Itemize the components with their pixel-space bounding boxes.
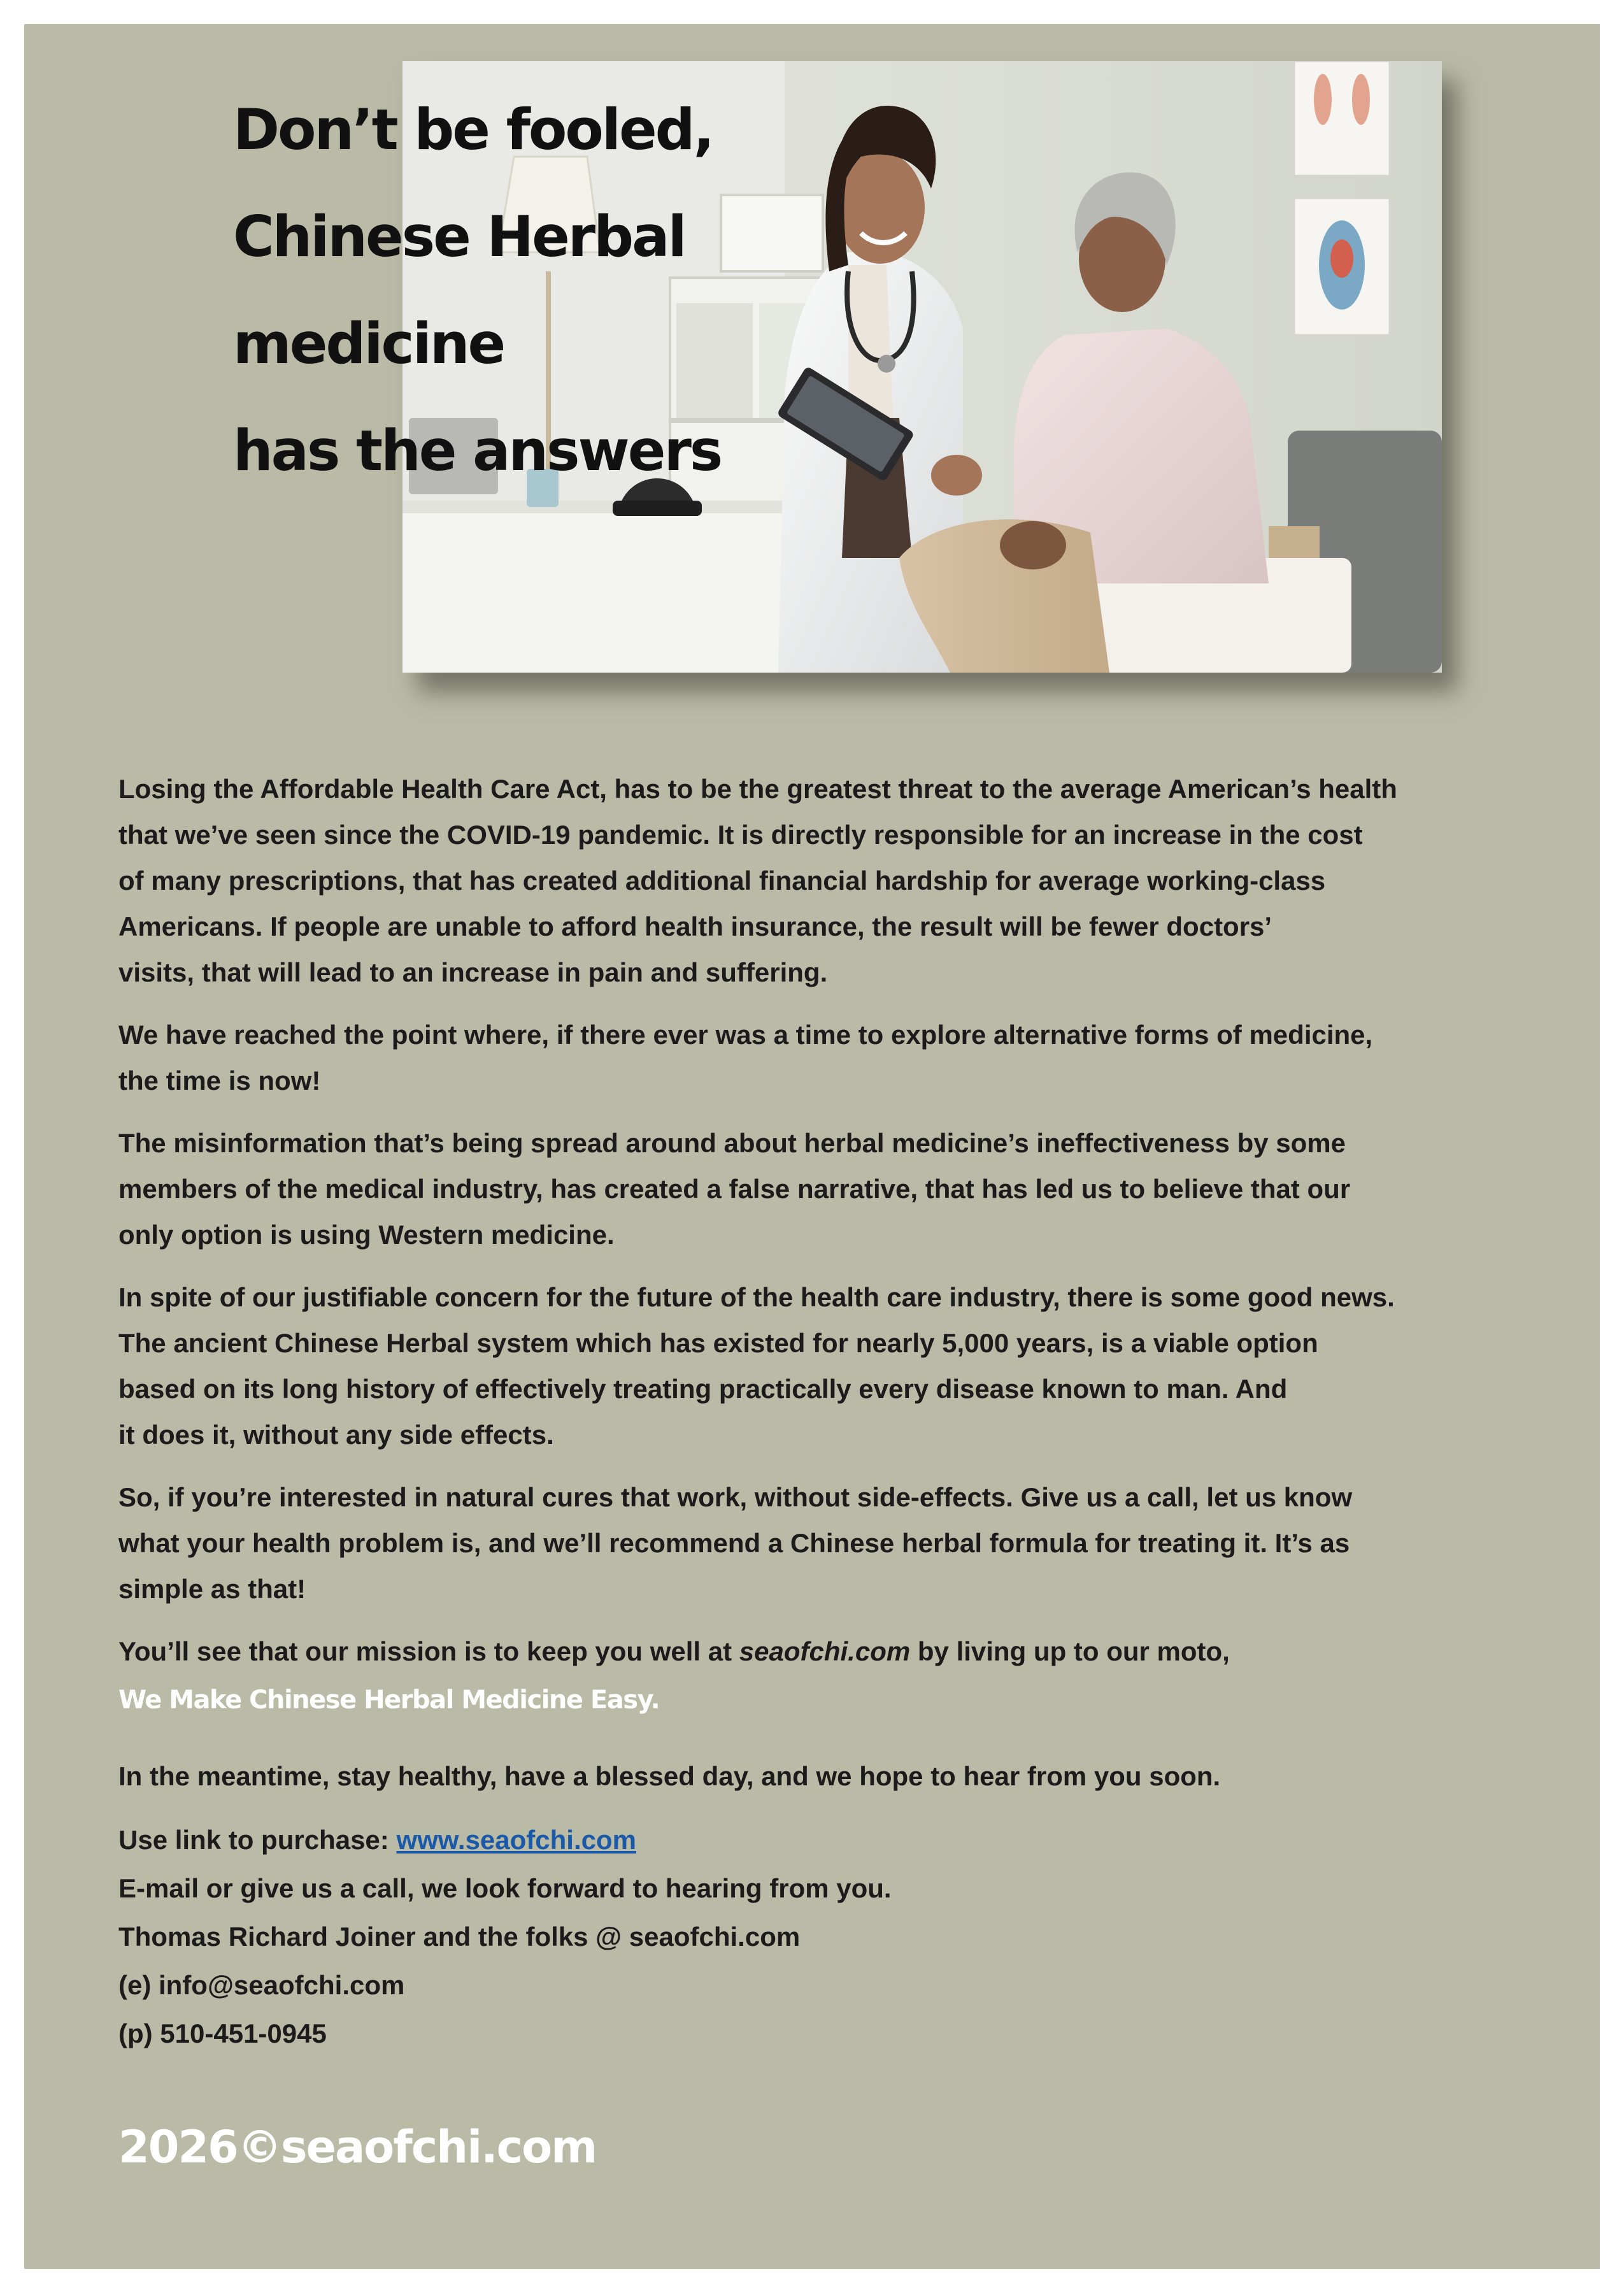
- contact-invite: E-mail or give us a call, we look forward to hearing from you.: [118, 1873, 892, 1903]
- paragraph-1-line: Americans. If people are unable to afford health insurance, the result will be fewer doctors’: [118, 911, 1272, 941]
- paragraph-2: [118, 1012, 1494, 1104]
- paragraph-5-line: what your health problem is, and we’ll recommend a Chinese herbal formula for treating it. It’s as: [118, 1528, 1350, 1558]
- paragraph-1: [118, 766, 1494, 996]
- paragraph-1-line: visits, that will lead to an increase in pain and suffering.: [118, 957, 828, 987]
- motto: We Make Chinese Herbal Medicine Easy.: [118, 1685, 660, 1715]
- paragraph-2-line: We have reached the point where, if there ever was a time to explore alternative forms of medicine,: [118, 1020, 1373, 1050]
- paragraph-2-line: the time is now!: [118, 1066, 321, 1096]
- mission-text-before: You’ll see that our mission is to keep you well at: [118, 1636, 739, 1666]
- paragraph-3-line: The misinformation that’s being spread around about herbal medicine’s ineffectiveness by some: [118, 1128, 1346, 1158]
- contact-signature: Thomas Richard Joiner and the folks @ seaofchi.com: [118, 1922, 801, 1952]
- paragraph-6-line: [118, 1629, 1494, 1675]
- paragraph-4-line: it does it, without any side effects.: [118, 1420, 554, 1450]
- paragraph-1-line: of many prescriptions, that has created additional financial hardship for average working-class: [118, 866, 1326, 896]
- headline-line-4: has the answers: [233, 418, 722, 483]
- paragraph-4-line: In spite of our justifiable concern for the future of the health care industry, there is some good news.: [118, 1282, 1395, 1312]
- contact-block: [118, 1816, 1494, 2058]
- paragraph-3: [118, 1120, 1494, 1258]
- mission-text-after: by living up to our moto,: [910, 1636, 1230, 1666]
- mission-site-name: seaofchi.com: [739, 1636, 911, 1666]
- paragraph-5-line: simple as that!: [118, 1574, 306, 1604]
- article-body: [118, 766, 1494, 2058]
- headline-line-1: Don’t be fooled,: [233, 97, 713, 162]
- purchase-link[interactable]: www.seaofchi.com: [396, 1825, 636, 1855]
- paragraph-7-line: In the meantime, stay healthy, have a blessed day, and we hope to hear from you soon.: [118, 1761, 1221, 1791]
- purchase-line: [118, 1816, 1494, 1864]
- paragraph-3-line: members of the medical industry, has created a false narrative, that has led us to believe that our: [118, 1174, 1351, 1204]
- paragraph-7: [118, 1754, 1494, 1799]
- paragraph-5-line: So, if you’re interested in natural cures that work, without side-effects. Give us a call, let us know: [118, 1482, 1353, 1512]
- paragraph-4: [118, 1275, 1494, 1458]
- contact-email: (e) info@seaofchi.com: [118, 1970, 405, 2000]
- paragraph-3-line: only option is using Western medicine.: [118, 1220, 615, 1250]
- paragraph-1-line: that we’ve seen since the COVID-19 pandemic. It is directly responsible for an increase in the cost: [118, 820, 1363, 850]
- paragraph-5: [118, 1475, 1494, 1612]
- paragraph-4-line: The ancient Chinese Herbal system which has existed for nearly 5,000 years, is a viable option: [118, 1328, 1318, 1358]
- headline-line-3: medicine: [233, 311, 504, 376]
- contact-phone: (p) 510-451-0945: [118, 2018, 327, 2048]
- paragraph-4-line: based on its long history of effectively treating practically every disease known to man. And: [118, 1374, 1288, 1404]
- paragraph-1-line: Losing the Affordable Health Care Act, has to be the greatest threat to the average American’s health: [118, 774, 1397, 804]
- copyright: 2026©seaofchi.com: [118, 2121, 597, 2173]
- headline-line-2: Chinese Herbal: [233, 204, 685, 269]
- paragraph-6: [118, 1629, 1494, 1723]
- purchase-label: Use link to purchase:: [118, 1825, 397, 1855]
- headline: [233, 76, 722, 504]
